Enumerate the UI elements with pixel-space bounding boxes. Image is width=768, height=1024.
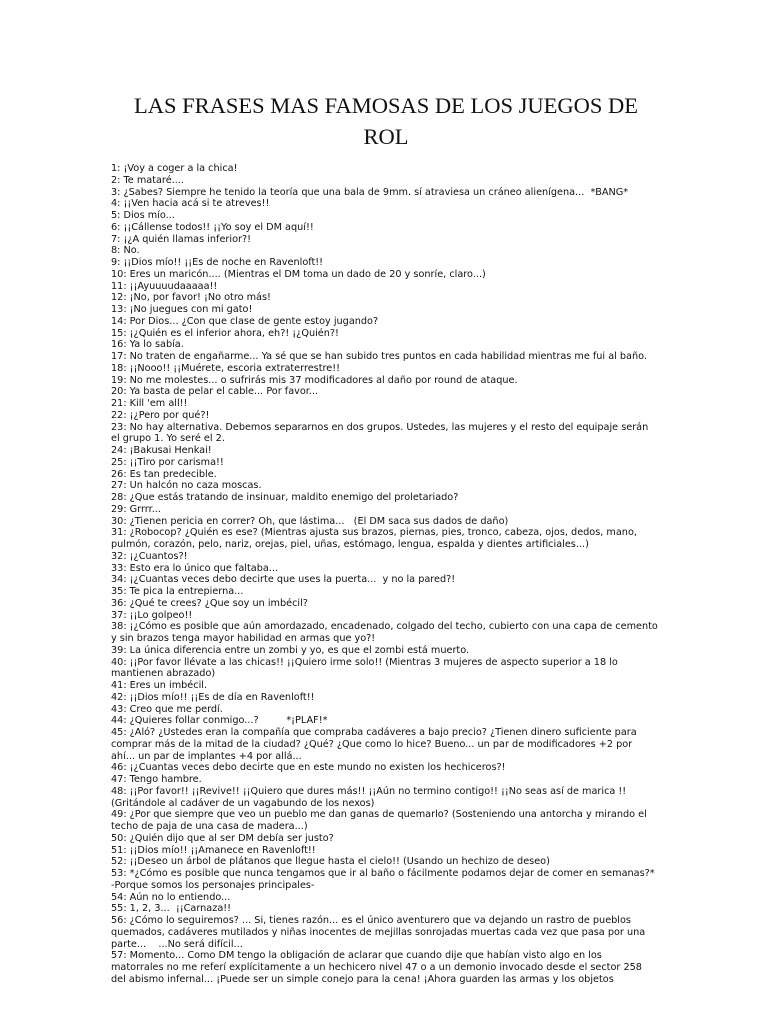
quote-line: ahí... un par de implantes +4 por allá... [111,750,302,762]
quote-line: 55: 1, 2, 3... ¡¡Carnaza!! [111,903,232,915]
quote-line: 17: No traten de engañarme... Ya sé que se han subido tres puntos en cada habilidad mientras me fui al baño. [111,351,647,362]
quote-line: 9: ¡¡Dios mío!! ¡¡Es de noche en Ravenloft!! [111,257,324,268]
quote-list [111,163,656,986]
quote-line: 27: Un halcón no caza moscas. [111,480,262,492]
quote-line: 22: ¡¿Pero por qué?! [111,409,210,421]
quote-line: 48: ¡¡Por favor!! ¡¡Revive!! ¡¡Quiero que dures más!! ¡¡Aún no termino contigo!! ¡¡No seas así de marica !! [111,785,627,797]
quote-line: 29: Grrrr... [111,503,161,515]
title-line: ROL [363,124,409,149]
quote-line: 42: ¡¡Dios mío!! ¡¡Es de día en Ravenloft!! [111,691,315,703]
quote-line: 47: Tengo hambre. [111,774,202,785]
document-title [80,90,692,152]
quote-line: 40: ¡¡Por favor llévate a las chicas!! ¡¡Quiero irme solo!! (Mientras 3 mujeres de aspecto superior a 18 lo [111,656,618,668]
title-line: LAS FRASES MAS FAMOSAS DE LOS JUEGOS DE [133,93,639,118]
quote-line: 8: No. [111,245,140,257]
quote-line: 52: ¡¡Deseo un árbol de plátanos que llegue hasta el cielo!! (Usando un hechizo de deseo) [111,856,550,868]
quote-line: 4: ¡¡Ven hacia acá si te atreves!! [111,198,270,210]
quote-line: 45: ¿Aló? ¿Ustedes eran la compañía que compraba cadáveres a bajo precio? ¿Tienen dinero suficiente para [111,727,637,738]
quote-line: 3: ¿Sabes? Siempre he tenido la teoría que una bala de 9mm. sí atraviesa un cráneo alienígena... *BANG* [111,186,629,198]
quote-line: del abismo infernal... ¡Puede ser un simple conejo para la cena! ¡Ahora guarden las armas y los objetos [111,973,614,985]
quote-line: (Gritándole al cadáver de un vagabundo de los nexos) [111,797,375,809]
quote-line: 57: Momento... Como DM tengo la obligación de aclarar que cuando dije que habían visto algo en los [111,950,602,962]
quote-line: 51: ¡¡Dios mío!! ¡¡Amanece en Ravenloft!! [111,844,316,856]
quote-line: quemados, cadáveres mutilados y niñas inocentes de mejillas sonrojadas muertas cada vez que pasa por una [111,926,646,938]
quote-line: 16: Ya lo sabía. [111,339,184,351]
quote-line: 39: La única diferencia entre un zombi y yo, es que el zombi está muerto. [111,644,470,656]
quote-line: 10: Eres un maricón.... (Mientras el DM toma un dado de 20 y sonríe, claro...) [111,268,486,280]
quote-line: comprar más de la mitad de la ciudad? ¿Qué? ¿Que como lo hice? Bueno... un par de modificadores +2 por [111,738,633,750]
quote-line: 33: Esto era lo único que faltaba... [111,562,279,574]
quote-line: 37: ¡¡Lo golpeo!! [111,609,193,621]
quote-line: 2: Te mataré.... [111,174,184,186]
quote-line: el grupo 1. Yo seré el 2. [111,433,225,445]
quote-line: 14: Por Dios... ¿Con que clase de gente estoy jugando? [111,315,379,327]
quote-line: 32: ¡¿Cuantos?! [111,550,188,562]
quote-line: pulmón, corazón, pelo, nariz, orejas, piel, uñas, estómago, lengua, espalda y dientes artificiales...) [111,539,589,550]
quote-line: 13: ¡No juegues con mi gato! [111,304,253,315]
quote-line: 54: Aún no lo entiendo... [111,891,231,903]
quote-line: y sin brazos tenga mayor habilidad en armas que yo?! [111,633,376,644]
quote-line: techo de paja de una casa de madera...) [111,821,308,832]
quote-line: 19: No me molestes... o sufrirás mis 37 modificadores al daño por round de ataque. [111,374,518,386]
quote-line: 31: ¿Robocop? ¿Quién es ese? (Mientras ajusta sus brazos, piernas, pies, tronco, cabeza, ojos, dedos, mano, [111,527,637,539]
quote-line: 50: ¿Quién dijo que al ser DM debía ser justo? [111,832,334,844]
quote-line: 11: ¡¡Ayuuuudaaaaa!! [111,280,218,292]
quote-line: 53: *¿Cómo es posible que nunca tengamos que ir al baño o fácilmente podamos dejar de comer en semanas?* [111,868,655,879]
quote-line: 35: Te pica la entrepierna... [111,586,244,597]
quote-line: 26: Es tan predecible. [111,468,217,480]
quote-line: 36: ¿Qué te crees? ¿Que soy un imbécil? [111,597,308,609]
quote-line: 46: ¡¿Cuantas veces debo decirte que en este mundo no existen los hechiceros?! [111,762,506,774]
quote-line: 24: ¡Bakusai Henkai! [111,445,212,456]
quote-line: mantienen abrazado) [111,668,216,680]
quote-line: 21: Kill 'em all!! [111,398,188,409]
quote-line: -Porque somos los personajes principales- [111,879,315,891]
quote-line: matorrales no me referí explícitamente a un hechicero nivel 47 o a un demonio invocado desde el sector 258 [111,962,642,973]
quote-line: 5: Dios mío... [111,210,175,221]
quote-line: 7: ¡¿A quién llamas inferior?! [111,233,252,245]
quote-line: 34: ¡¿Cuantas veces debo decirte que uses la puerta... y no la pared?! [111,574,456,586]
quote-line: 12: ¡No, por favor! ¡No otro más! [111,292,271,304]
quote-line: 15: ¡¿Quién es el inferior ahora, eh?! ¡¿Quién?! [111,327,339,339]
quote-line: 30: ¿Tienen pericia en correr? Oh, que lástima... (El DM saca sus dados de daño) [111,515,509,527]
quote-line: 49: ¿Por que siempre que veo un pueblo me dan ganas de quemarlo? (Sosteniendo una antorcha y mirando el [111,809,647,821]
quote-line: 25: ¡¡Tiro por carisma!! [111,456,224,468]
quote-line: 18: ¡¡Nooo!! ¡¡Muérete, escoria extraterrestre!! [111,362,341,374]
quote-line: 41: Eres un imbécil. [111,680,208,691]
quote-line: 44: ¿Quieres follar conmigo...? *¡PLAF!* [111,715,328,727]
quote-line: 38: ¡¿Cómo es posible que aún amordazado, encadenado, colgado del techo, cubierto con una capa de cemento [111,621,658,633]
quote-line: 20: Ya basta de pelar el cable... Por favor... [111,386,319,398]
quote-line: 1: ¡Voy a coger a la chica! [111,163,238,174]
quote-line: 6: ¡¡Cállense todos!! ¡¡Yo soy el DM aquí!! [111,221,314,233]
quote-line: parte... ...No será difícil... [111,938,243,950]
quote-line: 28: ¿Que estás tratando de insinuar, maldito enemigo del proletariado? [111,492,459,503]
quote-line: 43: Creo que me perdí. [111,703,223,715]
quote-line: 56: ¿Cómo lo seguiremos? ... Si, tienes razón... es el único aventurero que va dejando un rastro de pueblos [111,915,631,926]
quote-line: 23: No hay alternativa. Debemos separarnos en dos grupos. Ustedes, las mujeres y el resto del equipaje serán [111,421,649,433]
